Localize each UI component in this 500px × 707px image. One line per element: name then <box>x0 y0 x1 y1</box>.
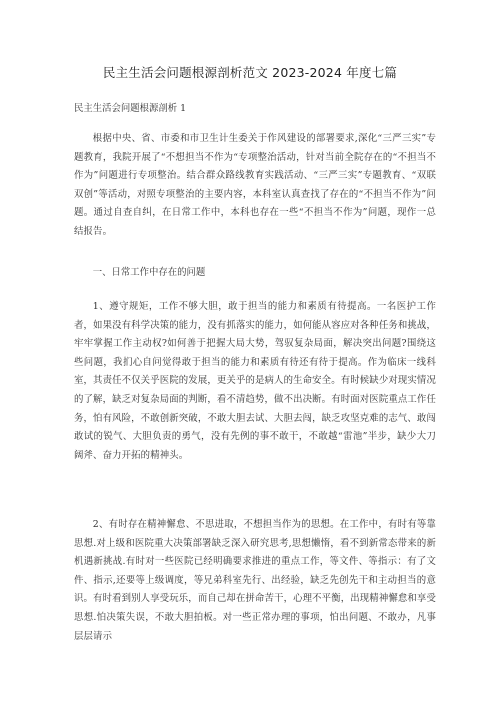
document-subtitle: 民主生活会问题根源剖析 1 <box>74 103 187 114</box>
body-paragraph-1: 1、遵守规矩，工作不够大胆，敢于担当的能力和素质有待提高。一名医护工作者，如果没有科学决策的能力，没有抓落实的能力，如何能从容应对各种任务和挑战，牢牢掌握工作主动权?如何善于把握大局大势，驾驭复杂局面，解决突出问题?围绕这些问题，我扪心自问觉得敢于担当的能力和素质有待还有待于提高。作为临床一线科室，其责任不仅关乎医院的发展，更关乎的是病人的生命安全。有时候缺少对现实情况的了解，缺乏对复杂局面的判断，看不清趋势，做不出决断。有时面对医院重点工作任务，怕有风险，不敢创新突破，不敢大胆去试、大胆去闯，缺乏攻坚克难的志气、敢闯敢试的锐气、大胆负责的勇气，没有先例的事不敢干，不敢越“雷池”半步，缺少大刀阔斧、奋力开拓的精神头。 <box>74 301 436 461</box>
document-title: 民主生活会问题根源剖析范文 2023-2024 年度七篇 <box>102 65 398 80</box>
body-paragraph-2: 2、有时存在精神懈怠、不思进取，不想担当作为的思想。在工作中，有时有等靠思想.对上级和医院重大决策部署缺乏深入研究思考,思想懒惰，看不到新常态带来的新机遇新挑战.有时对一些医院已经明确要求推进的重点工作，等文件、等指示：有了文件、指示,还要等上级调度，等兄弟科室先行、出经验，缺乏先创先干和主动担当的意识。有时看到别人享受玩乐，而自己却在拼命苦干，心理不平衡，出现精神懈怠和享受思想.怕决策失误，不敢大胆拍板。对一些正常办理的事项，怕出问题、不敢办，凡事层层请示 <box>74 519 436 642</box>
section-heading: 一、日常工作中存在的问题 <box>92 267 206 278</box>
intro-paragraph: 根据中央、省、市委和市卫生计生委关于作风建设的部署要求,深化“三严三实”专题教育，我院开展了“不想担当不作为“专项整治活动，针对当前全院存在的“不担当不作为”问题进行专项整治。结合群众路线教育实践活动、“三严三实”专题教育、“双联双创”等活动，对照专项整治的主要内容，本科室认真查找了存在的“不担当不作为”问题。通过自查自纠，在日常工作中，本科也存在一些“不担当不作为”问题，现作一总结报告。 <box>74 133 436 237</box>
